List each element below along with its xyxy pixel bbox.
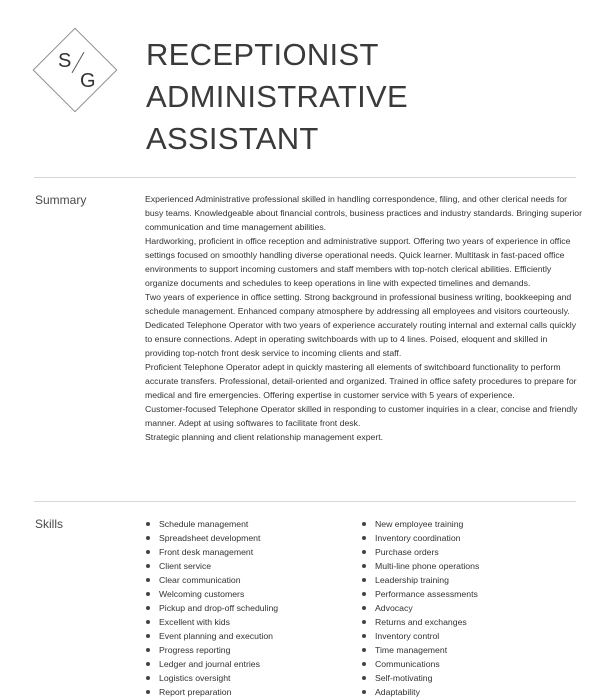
skill-item: Logistics oversight	[145, 671, 278, 685]
section-divider	[34, 177, 576, 178]
summary-paragraph: Customer-focused Telephone Operator skilled in responding to customer inquiries in a clear, concise and friendly manner. Adept at using softwares to facilitate front desk.	[145, 404, 578, 428]
skill-item: Multi-line phone operations	[361, 559, 479, 573]
skill-item: Excellent with kids	[145, 615, 278, 629]
skill-item: Spreadsheet development	[145, 531, 278, 545]
skill-item: Adaptability	[361, 685, 479, 699]
resume-title	[146, 34, 408, 160]
skill-item: Advocacy	[361, 601, 479, 615]
title-line: ASSISTANT	[146, 121, 319, 156]
skill-item: Progress reporting	[145, 643, 278, 657]
skill-item: Inventory control	[361, 629, 479, 643]
monogram-first-initial: S	[58, 50, 72, 72]
skill-item: Welcoming customers	[145, 587, 278, 601]
skills-heading: Skills	[35, 517, 64, 531]
summary-paragraph: Two years of experience in office setting. Strong background in professional business writing, bookkeeping and schedule management. Enhanced company atmosphere by addressing all employees and visitors courteously.	[145, 292, 572, 316]
skill-item: Communications	[361, 657, 479, 671]
skill-item: Self-motivating	[361, 671, 479, 685]
monogram-second-initial: G	[80, 70, 96, 92]
skill-item: Client service	[145, 559, 278, 573]
summary-paragraph: Dedicated Telephone Operator with two years of experience accurately routing internal and external calls quickly to ensure connections. Adept in operating switchboards with up to 4 lines. Poised, eloquent and skilled in providing top-notch front desk service to incoming clients and staff.	[145, 320, 577, 358]
skill-item: Returns and exchanges	[361, 615, 479, 629]
skill-item: Pickup and drop-off scheduling	[145, 601, 278, 615]
skill-item: Event planning and execution	[145, 629, 278, 643]
summary-heading: Summary	[35, 193, 87, 207]
skills-list-right	[361, 517, 479, 699]
summary-paragraph: Experienced Administrative professional skilled in handling correspondence, filing, and other clerical needs for busy teams. Knowledgeable about financial controls, business practices and industry standards. Bringing superior communication and time management abilities.	[145, 194, 583, 232]
skill-item: Report preparation	[145, 685, 278, 699]
summary-paragraph: Proficient Telephone Operator adept in quickly mastering all elements of switchboard functionality to perform accurate transfers. Professional, detail-oriented and organized. Trained in office safety procedures to prepare for medical and fire emergencies. Offering expertise in customer service with 5 years of experience.	[145, 362, 577, 400]
title-line: ADMINISTRATIVE	[146, 79, 408, 114]
skills-list-left	[145, 517, 278, 699]
skill-item: Inventory coordination	[361, 531, 479, 545]
skill-item: New employee training	[361, 517, 479, 531]
monogram-diamond	[33, 28, 118, 113]
skill-item: Front desk management	[145, 545, 278, 559]
skill-item: Clear communication	[145, 573, 278, 587]
skill-item: Leadership training	[361, 573, 479, 587]
skill-item: Purchase orders	[361, 545, 479, 559]
title-line: RECEPTIONIST	[146, 37, 379, 72]
skill-item: Schedule management	[145, 517, 278, 531]
summary-paragraph: Hardworking, proficient in office reception and administrative support. Offering two years of experience in office settings focused on smoothly handling diverse operational needs. Quick learner. Multitask in fast-paced office environments to support incoming customers and staff members with top-notch clerical abilities. Efficiently organize documents and schedules to keep operations in line with expected timelines and demands.	[145, 236, 571, 288]
skill-item: Performance assessments	[361, 587, 479, 601]
summary-paragraph: Strategic planning and client relationship management expert.	[145, 432, 384, 442]
skill-item: Time management	[361, 643, 479, 657]
skill-item: Ledger and journal entries	[145, 657, 278, 671]
summary-text	[145, 192, 583, 444]
section-divider	[34, 501, 576, 502]
